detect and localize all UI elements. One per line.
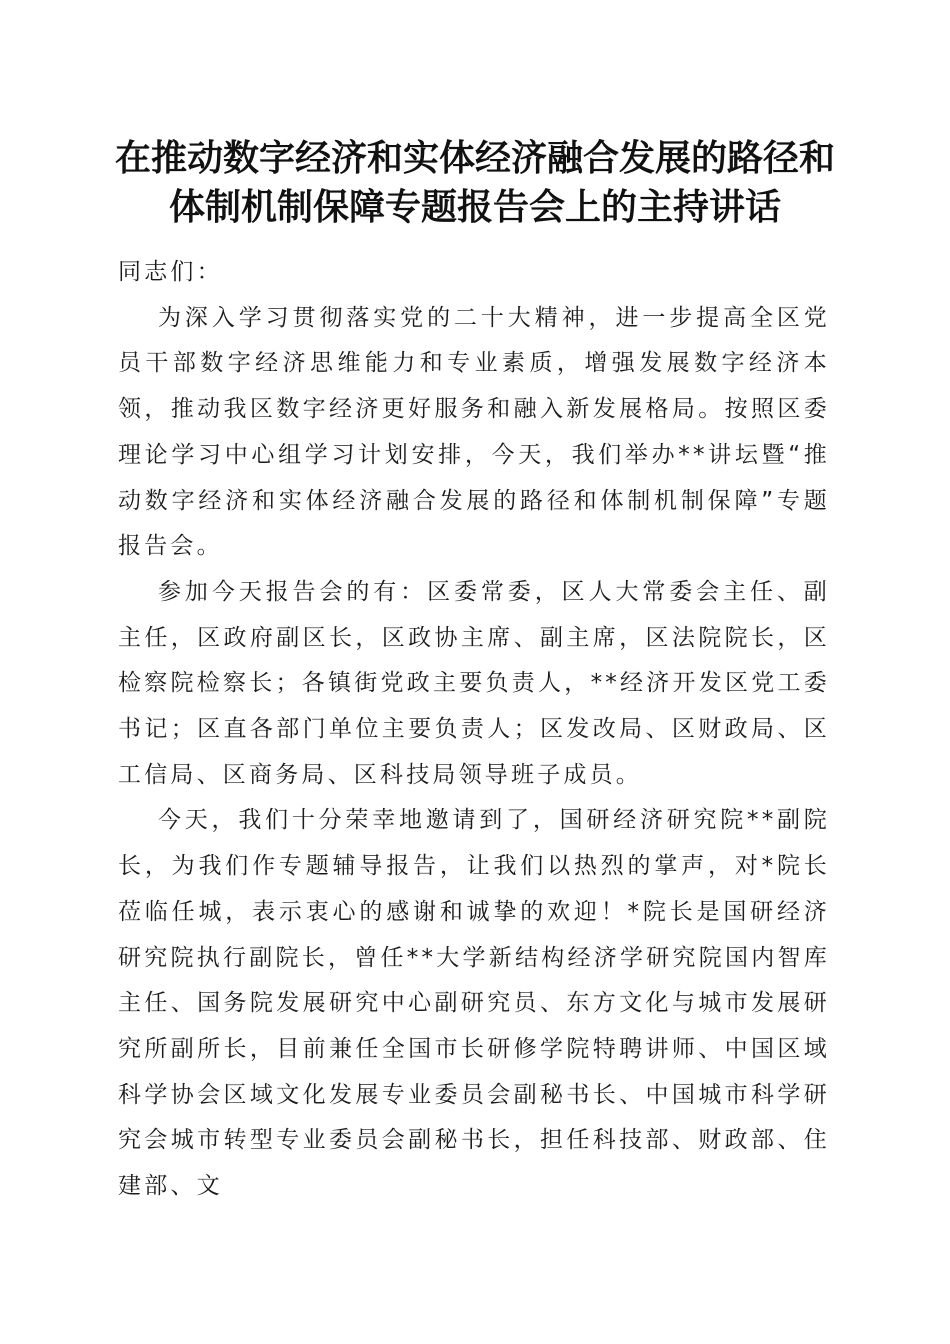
title-line-1: 在推动数字经济和实体经济融合发展的路径和 (114, 137, 835, 179)
document-title (80, 134, 870, 232)
salutation: 同志们： (118, 259, 223, 285)
title-line-2: 体制机制保障专题报告会上的主持讲话 (168, 186, 781, 228)
paragraph-attendees: 参加今天报告会的有：区委常委，区人大常委会主任、副主任，区政府副区长，区政协主席、副主席，区法院院长，区检察院检察长；各镇街党政主要负责人，**经济开发区党工委书记；区直各部门单位主要负责人；区发改局、区财政局、区工信局、区商务局、区科技局领导班子成员。 (118, 578, 830, 788)
paragraph-intro: 为深入学习贯彻落实党的二十大精神，进一步提高全区党员干部数字经济思维能力和专业素质，增强发展数字经济本领，推动我区数字经济更好服务和融入新发展格局。按照区委理论学习中心组学习计划安排，今天，我们举办**讲坛暨“推动数字经济和实体经济融合发展的路径和体制机制保障”专题报告会。 (118, 304, 830, 560)
paragraph-speaker-intro: 今天，我们十分荣幸地邀请到了，国研经济研究院**副院长，为我们作专题辅导报告，让我们以热烈的掌声，对*院长莅临任城，表示衷心的感谢和诚挚的欢迎！*院长是国研经济研究院执行副院长，曾任**大学新结构经济学研究院国内智库主任、国务院发展研究中心副研究员、东方文化与城市发展研究所副所长，目前兼任全国市长研修学院特聘讲师、中国区域科学协会区域文化发展专业委员会副秘书长、中国城市科学研究会城市转型专业委员会副秘书长，担任科技部、财政部、住建部、文 (118, 807, 830, 1200)
document-body (118, 250, 830, 1210)
